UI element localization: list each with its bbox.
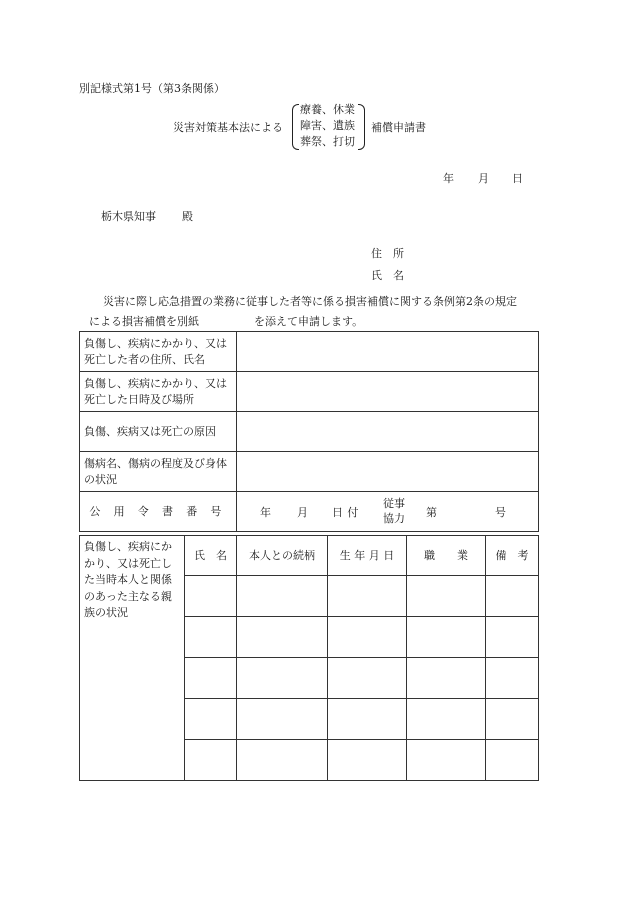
family-remarks-cell[interactable] (486, 658, 539, 699)
family-remarks-cell[interactable] (486, 699, 539, 740)
order-year-label: 年 (260, 505, 271, 519)
family-remarks-cell[interactable] (486, 740, 539, 781)
title-suffix: 補償申請書 (371, 121, 426, 134)
family-birthdate-cell[interactable] (328, 658, 407, 699)
family-remarks-cell[interactable] (486, 617, 539, 658)
family-remarks-cell[interactable] (486, 576, 539, 617)
order-type (383, 496, 405, 526)
field-datetime-place[interactable] (237, 372, 539, 412)
order-number-row (80, 492, 539, 532)
col-header-birthdate: 生 年 月 日 (328, 536, 407, 576)
left-brace (292, 104, 299, 150)
family-section-label: 負傷し、疾病にかかり、又は死亡した当時本人と関係のあった主なる親族の状況 (80, 536, 185, 781)
field-cause[interactable] (237, 412, 539, 452)
row-label-cause: 負傷、疾病又は死亡の原因 (80, 412, 237, 452)
order-number-field[interactable] (237, 492, 539, 532)
col-header-remarks: 備 考 (486, 536, 539, 576)
family-occupation-cell[interactable] (407, 658, 486, 699)
order-number-label: 公用令書番号 (80, 492, 237, 532)
family-relationship-cell[interactable] (237, 576, 328, 617)
table-row (80, 372, 539, 412)
family-name-cell[interactable] (185, 576, 237, 617)
order-type-engagement: 従事 (383, 496, 405, 510)
family-occupation-cell[interactable] (407, 699, 486, 740)
statement-line-2a: による損害補償を別紙 (89, 315, 199, 328)
order-type-cooperation: 協力 (383, 511, 405, 525)
date-day-label: 日 (512, 172, 523, 185)
order-gou-label: 号 (495, 505, 506, 519)
order-day-label: 日付 (332, 505, 363, 519)
family-occupation-cell[interactable] (407, 576, 486, 617)
field-condition[interactable] (237, 452, 539, 492)
order-dai-label: 第 (426, 505, 437, 519)
date-month-label: 月 (478, 172, 489, 185)
family-birthdate-cell[interactable] (328, 576, 407, 617)
table-row (80, 412, 539, 452)
info-table (79, 331, 539, 532)
form-number: 別記様式第1号（第3条関係） (79, 82, 225, 95)
compensation-type-1: 療養、休業 (300, 103, 355, 116)
row-label-condition: 傷病名、傷病の程度及び身体の状況 (80, 452, 237, 492)
addressee-name: 栃木県知事 (101, 210, 156, 223)
family-birthdate-cell[interactable] (328, 740, 407, 781)
table-row (80, 452, 539, 492)
statement-line-2b: を添えて申請します。 (254, 315, 364, 328)
statement-line-1: 災害に際し応急措置の業務に従事した者等に係る損害補償に関する条例第2条の規定 (103, 295, 517, 308)
family-occupation-cell[interactable] (407, 740, 486, 781)
col-header-relationship: 本人との続柄 (237, 536, 328, 576)
compensation-types (300, 102, 355, 150)
family-birthdate-cell[interactable] (328, 699, 407, 740)
family-name-cell[interactable] (185, 617, 237, 658)
title-prefix: 災害対策基本法による (173, 121, 283, 134)
col-header-name: 氏 名 (185, 536, 237, 576)
family-header-row (80, 536, 539, 576)
col-header-occupation: 職 業 (407, 536, 486, 576)
addressee-honorific: 殿 (182, 210, 193, 223)
compensation-type-2: 障害、遺族 (300, 119, 355, 132)
family-birthdate-cell[interactable] (328, 617, 407, 658)
row-label-injured-person: 負傷し、疾病にかかり、又は死亡した者の住所、氏名 (80, 332, 237, 372)
family-relationship-cell[interactable] (237, 658, 328, 699)
compensation-type-3: 葬祭、打切 (300, 135, 355, 148)
family-relationship-cell[interactable] (237, 699, 328, 740)
date-year-label: 年 (443, 172, 454, 185)
family-name-cell[interactable] (185, 658, 237, 699)
right-brace (358, 104, 365, 150)
table-row (80, 332, 539, 372)
field-injured-person[interactable] (237, 332, 539, 372)
row-label-datetime-place: 負傷し、疾病にかかり、又は死亡した日時及び場所 (80, 372, 237, 412)
family-occupation-cell[interactable] (407, 617, 486, 658)
order-month-label: 月 (297, 505, 308, 519)
family-relationship-cell[interactable] (237, 617, 328, 658)
applicant-name-label: 氏 名 (371, 269, 404, 282)
family-name-cell[interactable] (185, 699, 237, 740)
family-table (79, 535, 539, 781)
applicant-address-label: 住 所 (371, 247, 404, 260)
family-name-cell[interactable] (185, 740, 237, 781)
family-relationship-cell[interactable] (237, 740, 328, 781)
